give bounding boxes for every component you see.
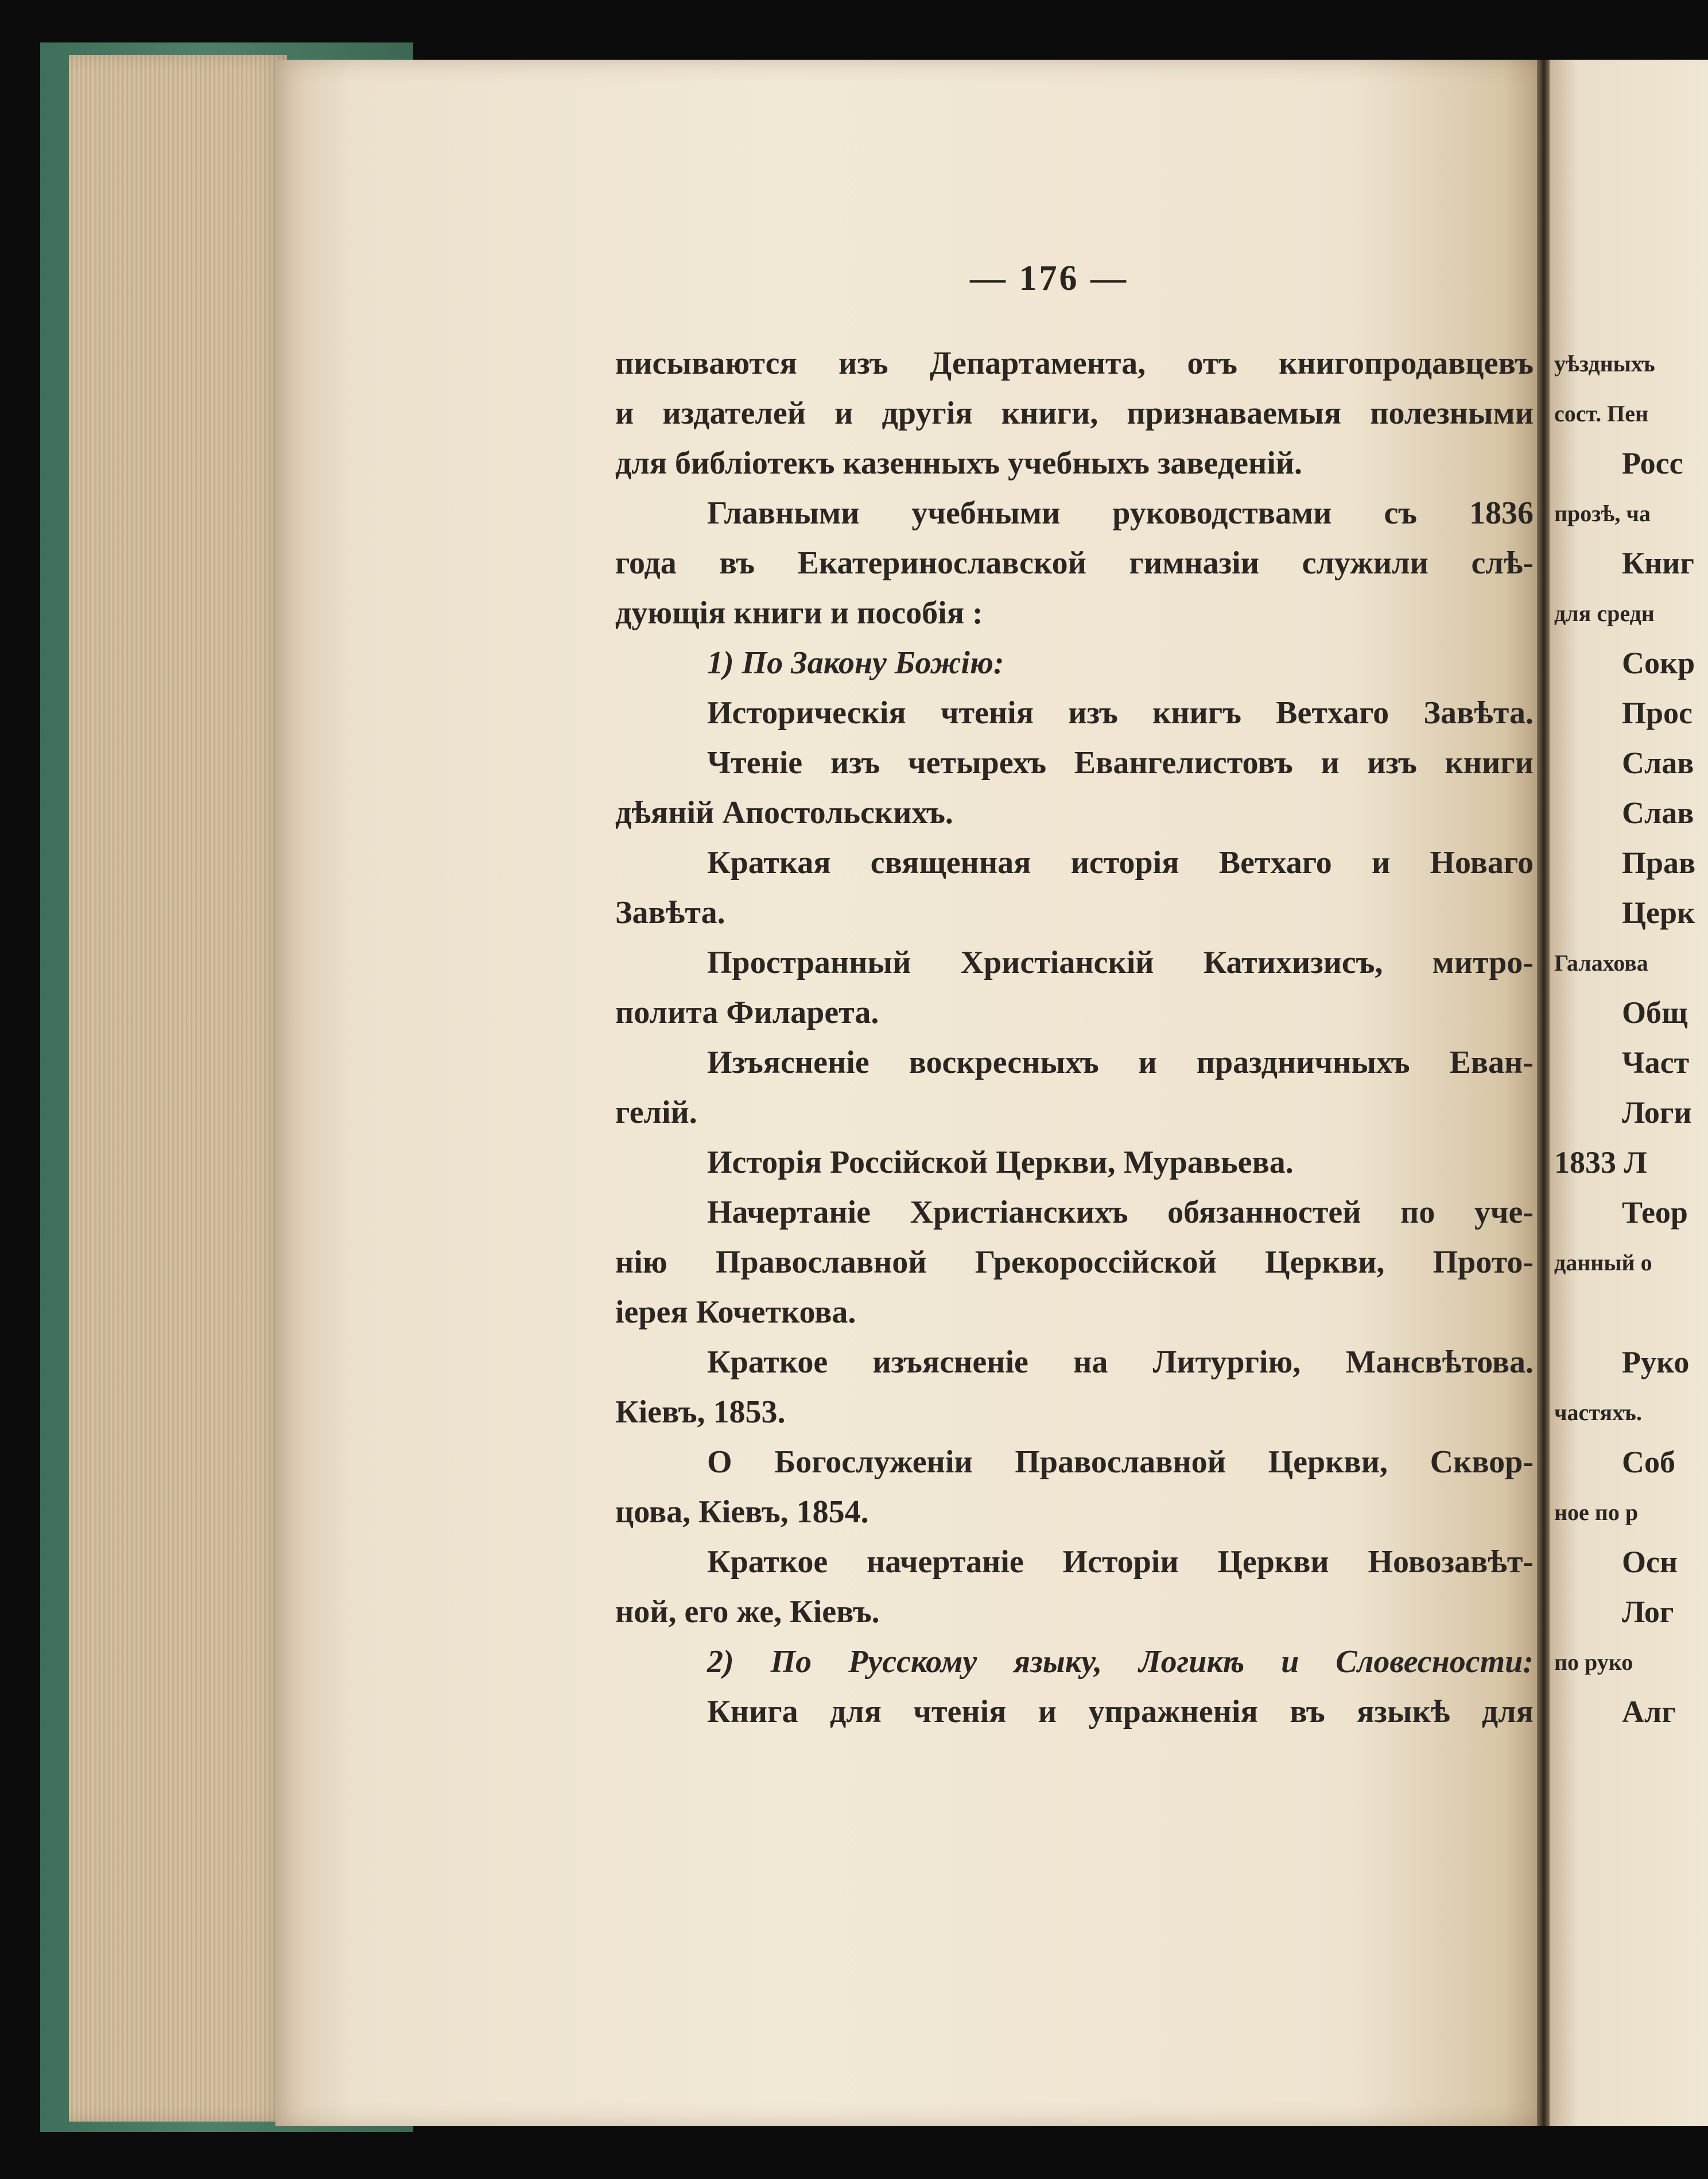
text-line-fragment: Слав [1622, 796, 1694, 830]
text-line-fragment: Лог [1622, 1595, 1674, 1629]
text-line: нію Православной Грекороссійской Церкви, Прото- [615, 1244, 1534, 1280]
text-line: ной, его же, Кіевъ. [615, 1594, 880, 1630]
text-line-fragment: Руко [1622, 1345, 1690, 1379]
text-line: Краткая священная исторія Ветхаго и Новаго [707, 845, 1534, 881]
text-line: Краткое изъясненіе на Литургію, Мансвѣтова. [707, 1344, 1534, 1380]
text-line: 2) По Русскому языку, Логикѣ и Словесности: [707, 1644, 1534, 1680]
text-line: Кіевъ, 1853. [615, 1394, 786, 1430]
text-line: Завѣта. [615, 895, 725, 930]
text-line-fragment: Осн [1622, 1545, 1678, 1579]
text-line: года въ Екатеринославской гимназіи служили слѣ- [615, 545, 1534, 581]
left-page-text [615, 339, 1534, 1737]
text-line: 1) По Закону Божію: [707, 645, 1004, 681]
text-line: и издателей и другія книги, признаваемыя полезными [615, 396, 1534, 431]
book-gutter [1537, 60, 1551, 2126]
text-line: Чтеніе изъ четырехъ Евангелистовъ и изъ книги [707, 745, 1534, 781]
page-edges [69, 55, 287, 2122]
text-line: Исторія Россійской Церкви, Муравьева. [707, 1145, 1294, 1180]
text-line: Главными учебными руководствами съ 1836 [707, 495, 1534, 531]
text-line: Книга для чтенія и упражненія въ языкѣ для [707, 1694, 1534, 1730]
text-line-fragment: Соб [1622, 1445, 1675, 1479]
text-line-fragment: Алг [1622, 1695, 1676, 1729]
text-line: О Богослуженіи Православной Церкви, Сквор- [707, 1444, 1534, 1480]
text-line: писываются изъ Департамента, отъ книгопродавцевъ [615, 346, 1534, 381]
text-line-fragment: 1833 Л [1554, 1145, 1647, 1180]
text-line: Изъясненіе воскресныхъ и праздничныхъ Еван- [707, 1045, 1534, 1080]
text-line-fragment: прозѣ, ча [1554, 501, 1651, 526]
text-line-fragment: Сокр [1622, 646, 1695, 680]
text-line-fragment: Общ [1622, 995, 1688, 1030]
text-line-fragment: для средн [1554, 600, 1655, 626]
right-page-text [1554, 339, 1708, 1737]
text-line-fragment: ное по р [1554, 1499, 1639, 1525]
text-line-fragment: Церк [1622, 895, 1695, 930]
text-line-fragment: по руко [1554, 1649, 1633, 1675]
text-line-fragment: уѣздныхъ [1554, 351, 1655, 377]
text-line: дѣяній Апостольскихъ. [615, 795, 953, 831]
text-line-fragment: Логи [1622, 1095, 1692, 1130]
text-line: Пространный Христіанскій Катихизисъ, митро- [707, 945, 1534, 980]
text-line-fragment [1554, 1288, 1708, 1337]
text-line-fragment: Прав [1622, 846, 1696, 880]
text-line: Краткое начертаніе Исторіи Церкви Новозавѣт- [707, 1544, 1534, 1580]
text-line-fragment: частяхъ. [1554, 1399, 1642, 1425]
page-number: — 176 — [970, 259, 1128, 298]
text-line: Историческія чтенія изъ книгъ Ветхаго Завѣта. [707, 695, 1534, 731]
text-line-fragment: Част [1622, 1045, 1690, 1080]
text-line-fragment: сост. Пен [1554, 401, 1649, 427]
text-line: цова, Кіевъ, 1854. [615, 1494, 869, 1530]
text-line-fragment: Прос [1622, 696, 1693, 730]
text-line-fragment: Книг [1622, 546, 1694, 580]
text-line: для библіотекъ казенныхъ учебныхъ заведеній. [615, 445, 1303, 481]
text-line: дующія книги и пособія : [615, 595, 983, 631]
text-line-fragment: данный о [1554, 1250, 1652, 1275]
text-line-fragment: Слав [1622, 746, 1694, 780]
text-line-fragment: Теор [1622, 1195, 1688, 1230]
text-line: іерея Кочеткова. [615, 1294, 856, 1330]
text-line: Начертаніе Христіанскихъ обязанностей по уче- [707, 1195, 1534, 1230]
text-line-fragment: Росс [1622, 446, 1683, 480]
text-line: полита Филарета. [615, 995, 879, 1030]
text-line-fragment: Галахова [1554, 950, 1648, 976]
text-line: гелій. [615, 1095, 697, 1130]
